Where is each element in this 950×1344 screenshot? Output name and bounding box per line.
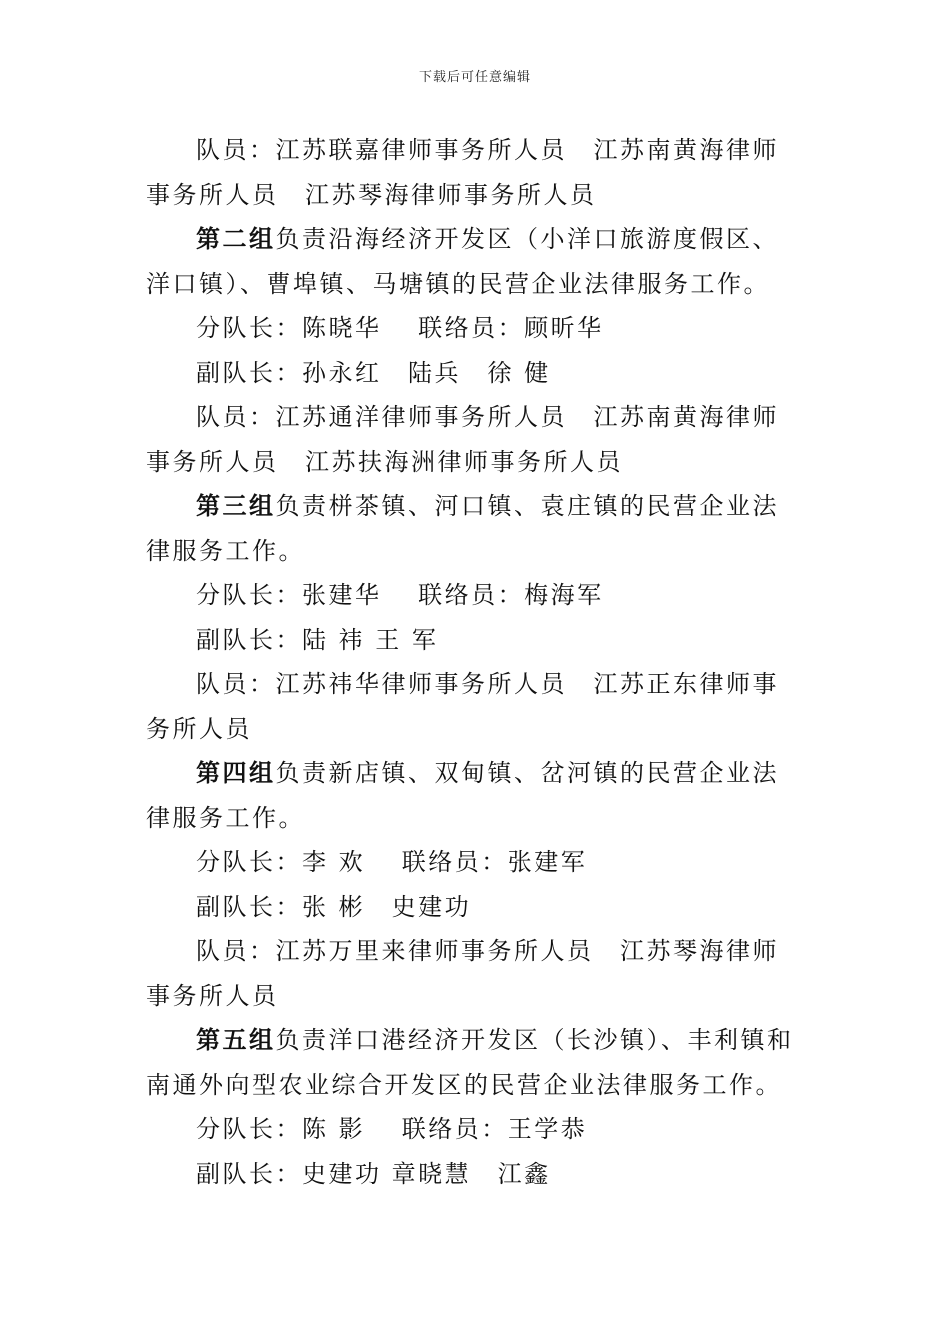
paragraph-5: 队员：江苏通洋律师事务所人员 江苏南黄海律师事务所人员 江苏扶海洲律师事务所人员 bbox=[146, 403, 779, 476]
paragraph-12: 副队长：张 彬 史建功 bbox=[196, 892, 472, 921]
page-header: 下载后可任意编辑 bbox=[418, 70, 531, 85]
paragraph-7: 分队长：张建华 联络员：梅海军 bbox=[196, 581, 604, 609]
paragraph-group-2: 第二组负责沿海经济开发区（小洋口旅游度假区、洋口镇）、曹埠镇、马塘镇的民营企业法律服务工作。 bbox=[146, 224, 779, 298]
paragraph-13: 队员：江苏万里来律师事务所人员 江苏琴海律师事务所人员 bbox=[146, 937, 779, 1010]
group-title: 第二组 bbox=[196, 224, 276, 253]
group-title: 第五组 bbox=[196, 1025, 276, 1054]
group-title: 第四组 bbox=[196, 758, 276, 787]
paragraph-16: 副队长：史建功 章晓慧 江鑫 bbox=[196, 1159, 551, 1188]
paragraph-1: 队员：江苏联嘉律师事务所人员 江苏南黄海律师事务所人员 江苏琴海律师事务所人员 bbox=[146, 136, 779, 209]
paragraph-group-5: 第五组负责洋口港经济开发区（长沙镇）、丰利镇和南通外向型农业综合开发区的民营企业法律服务工作。 bbox=[146, 1025, 794, 1099]
paragraph-11: 分队长：李 欢 联络员：张建军 bbox=[196, 848, 588, 876]
paragraph-4: 副队长：孙永红 陆兵 徐 健 bbox=[196, 358, 551, 387]
document-body bbox=[146, 128, 796, 1196]
paragraph-3: 分队长：陈晓华 联络员：顾昕华 bbox=[196, 314, 604, 342]
paragraph-15: 分队长：陈 影 联络员：王学恭 bbox=[196, 1115, 588, 1143]
group-title: 第三组 bbox=[196, 491, 276, 520]
paragraph-8: 副队长：陆 祎 王 军 bbox=[196, 625, 439, 654]
paragraph-group-3: 第三组负责栟茶镇、河口镇、袁庄镇的民营企业法律服务工作。 bbox=[146, 491, 779, 565]
paragraph-group-4: 第四组负责新店镇、双甸镇、岔河镇的民营企业法律服务工作。 bbox=[146, 758, 779, 832]
paragraph-9: 队员：江苏祎华律师事务所人员 江苏正东律师事务所人员 bbox=[146, 670, 779, 743]
